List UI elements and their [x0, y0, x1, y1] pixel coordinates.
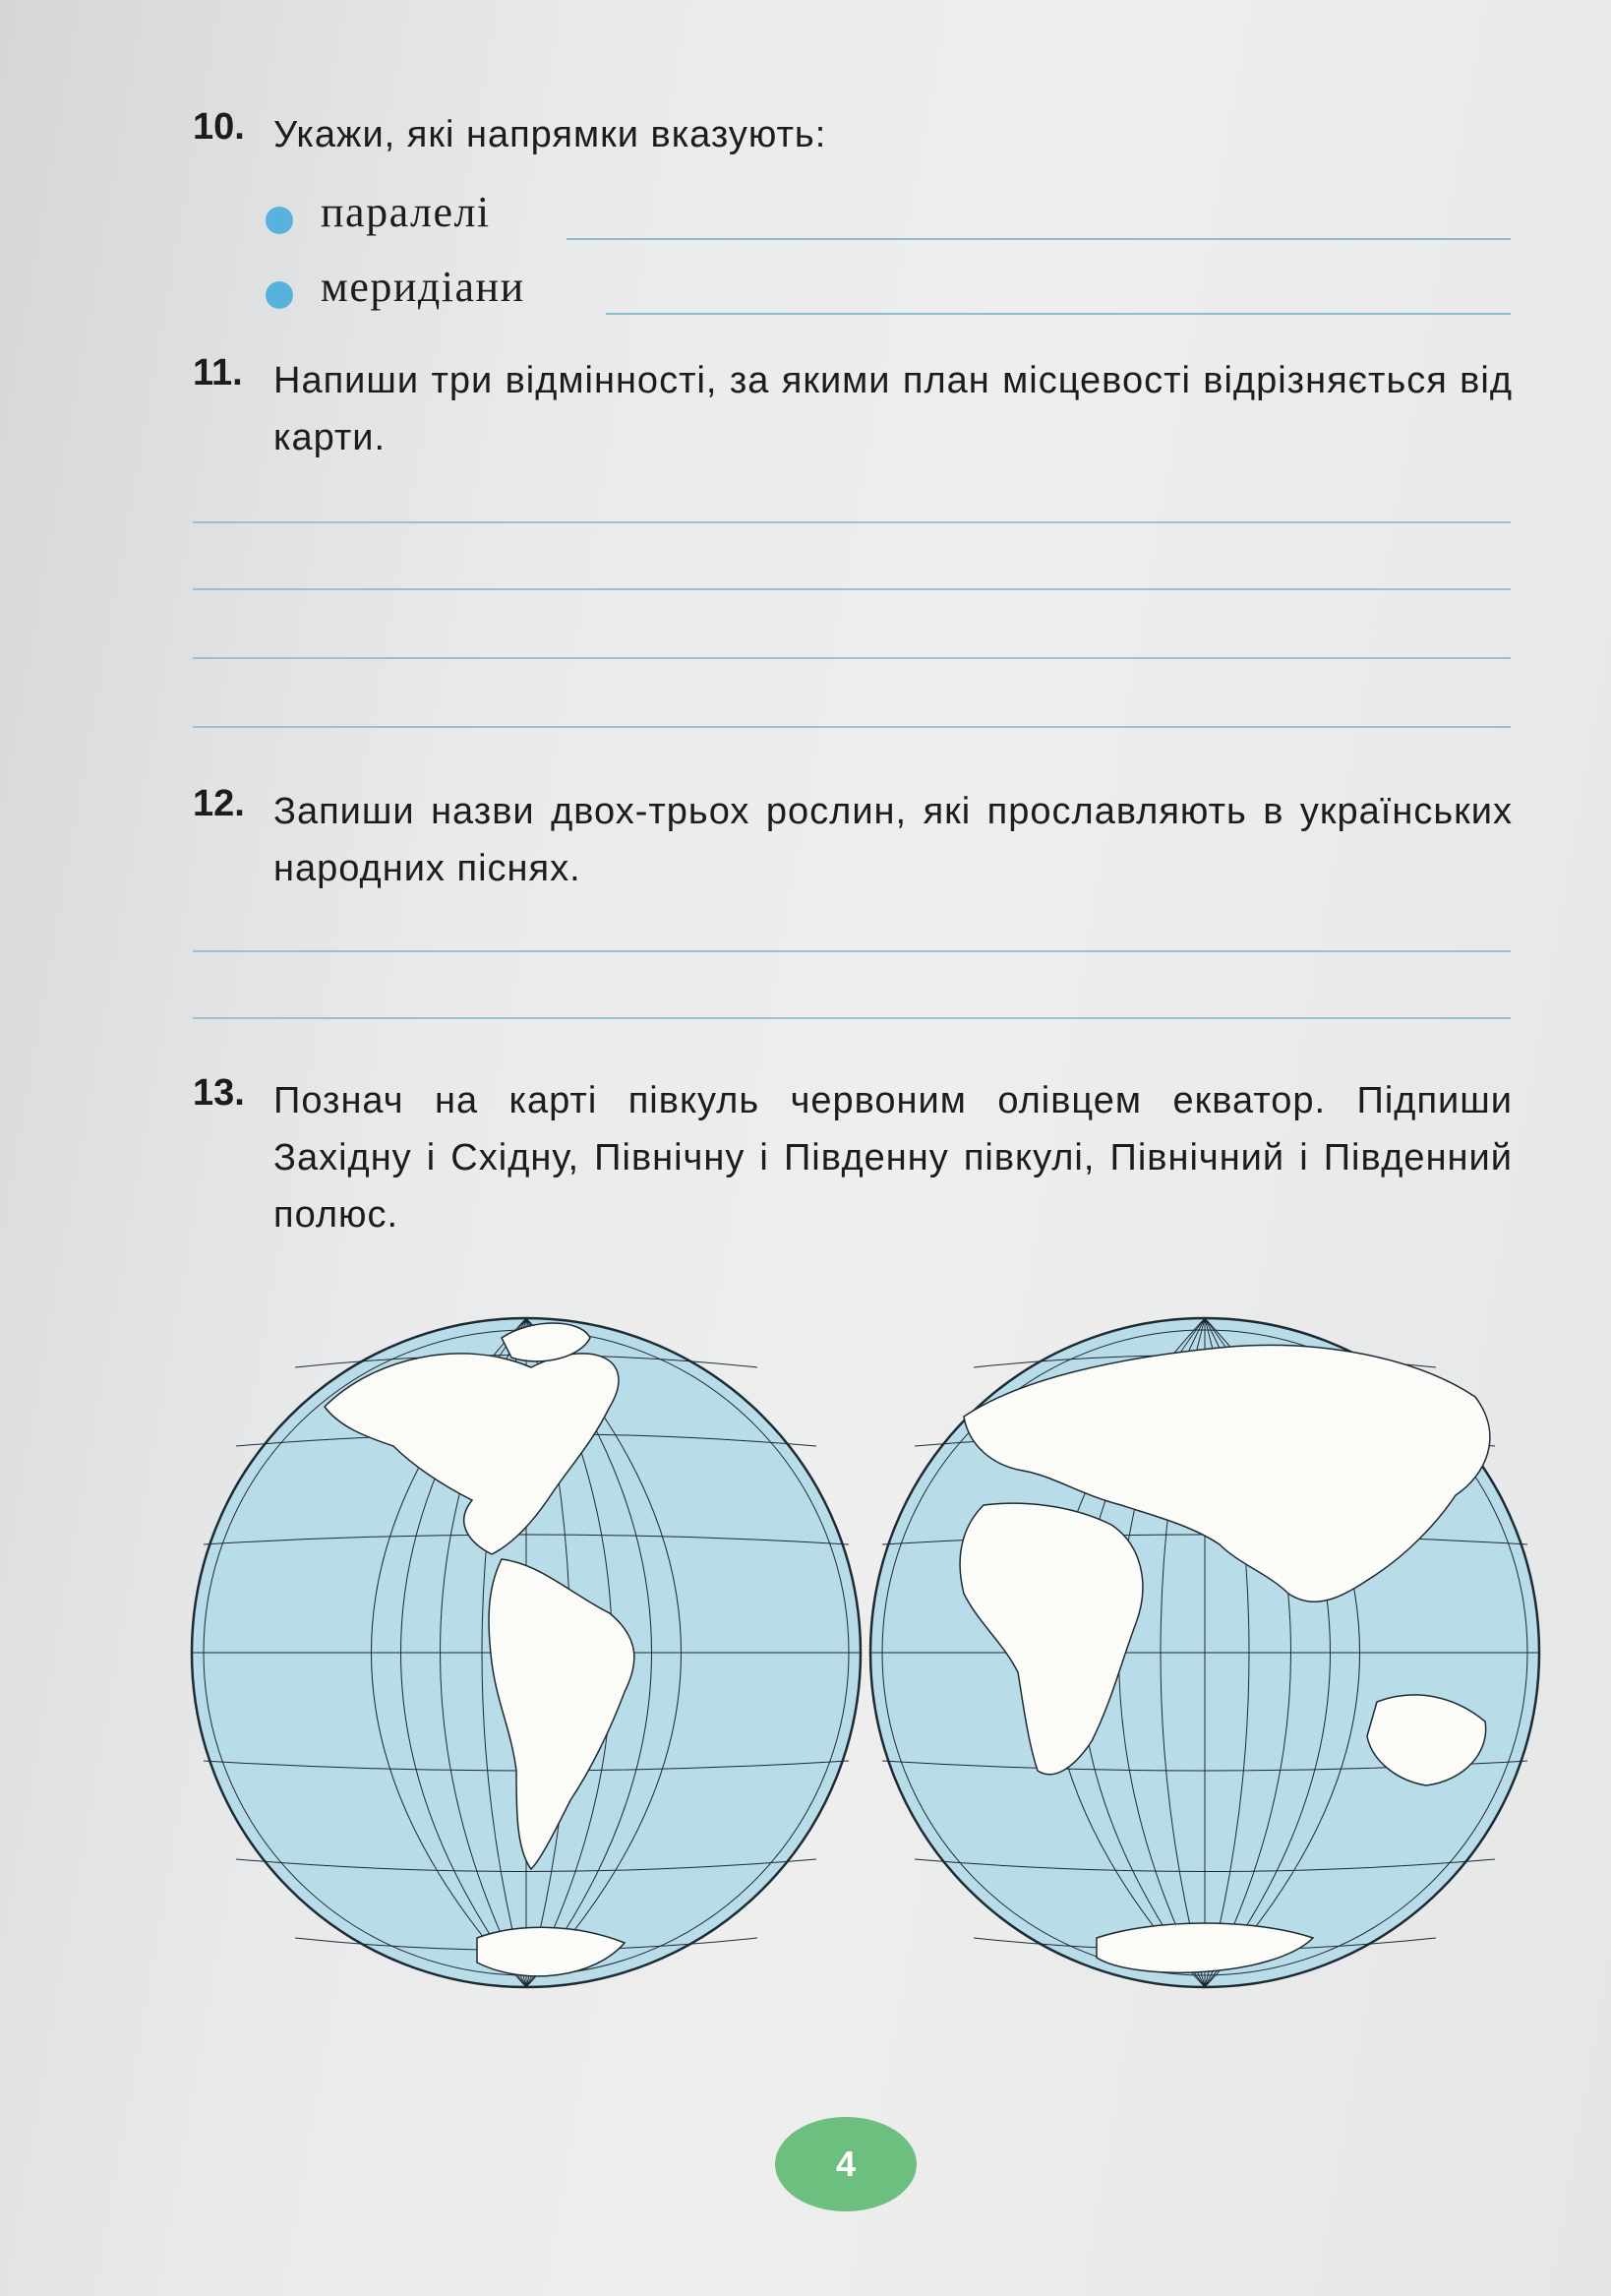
answer-line[interactable] [193, 588, 1511, 590]
page-number-badge [775, 2117, 917, 2211]
task-13 [193, 1072, 1511, 1249]
bullet-label-parallels: паралелі [321, 188, 491, 236]
task-11 [193, 352, 1511, 470]
task-10-number: 10. [193, 106, 245, 148]
task-12-number: 12. [193, 783, 245, 824]
answer-line[interactable] [193, 1017, 1511, 1019]
task-13-text: Познач на карті півкуль червоним олівцем екватор. Підпиши Західну і Східну, Північну і Південну півкулі, Північний і Південний полюс. [273, 1080, 1513, 1236]
answer-line[interactable] [193, 657, 1511, 659]
task-13-number: 13. [193, 1072, 245, 1114]
hemispheres-map[interactable] [177, 1299, 1554, 2007]
bullet-meridians [266, 262, 1511, 321]
answer-line[interactable] [193, 521, 1511, 523]
task-10-text: Укажи, які напрямки вказують: [273, 114, 827, 155]
answer-line[interactable] [193, 726, 1511, 728]
answer-line-parallels[interactable] [567, 238, 1511, 240]
answer-line-meridians[interactable] [606, 313, 1511, 315]
bullet-dot-icon [266, 207, 293, 234]
page-number: 4 [835, 2144, 857, 2184]
eastern-hemisphere[interactable] [870, 1318, 1539, 1987]
task-12 [193, 783, 1511, 901]
bullet-dot-icon [266, 281, 293, 309]
bullet-parallels [266, 187, 1511, 246]
bullet-label-meridians: меридіани [321, 263, 525, 311]
task-11-number: 11. [193, 352, 243, 393]
task-11-text: Напиши три відмінності, за якими план місцевості відрізняється від карти. [273, 360, 1513, 458]
answer-line[interactable] [193, 950, 1511, 952]
western-hemisphere[interactable] [192, 1318, 861, 1987]
task-12-text: Запиши назви двох-трьох рослин, які прославляють в українських народних піснях. [273, 791, 1513, 889]
task-10 [193, 106, 1511, 165]
